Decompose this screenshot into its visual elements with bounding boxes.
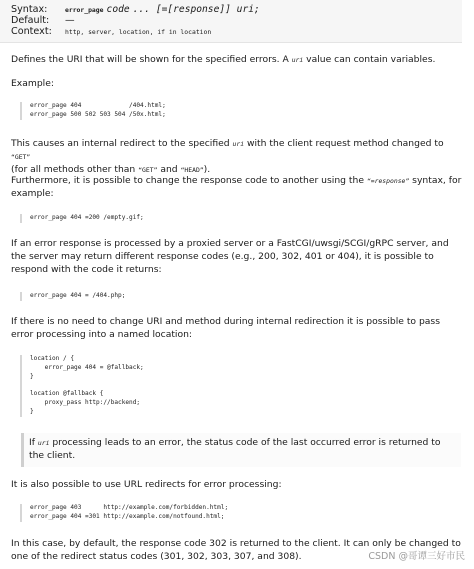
code-block-url-redirects: error_page 403 http://example.com/forbidden.html; error_page 404 =301 http://example.com/notfound.html;: [20, 504, 228, 522]
note-uri: uri: [37, 439, 50, 447]
redirect-text-c: (for all methods other than: [11, 163, 136, 175]
final-paragraph: In this case, by default, the response code 302 is returned to the client. It can only be changed to one of the redirect status codes (301, 302, 303, 307, and 308).: [11, 538, 461, 562]
furthermore-text-a: Furthermore, it is possible to change the response code to another using the: [11, 175, 364, 186]
furthermore-code: “=response”: [366, 177, 410, 185]
note-text-b: processing leads to an error, the status code of the last occurred error is returned to the client.: [29, 437, 441, 461]
csdn-watermark: CSDN @哥谭三好市民: [368, 551, 465, 562]
syntax-directive: error_page: [65, 6, 104, 14]
code-block-404-php: error_page 404 = /404.php;: [20, 292, 125, 301]
example-label: Example:: [11, 78, 54, 89]
furthermore-paragraph: [11, 175, 463, 201]
code-block-empty-gif: error_page 404 =200 /empty.gif;: [20, 214, 144, 223]
redirect-get-1: “GET”: [11, 152, 31, 161]
intro-uri: uri: [291, 56, 304, 64]
intro-text-b: value can contain variables.: [306, 54, 436, 65]
syntax-box: [0, 0, 462, 43]
syntax-rest: ... [=[response]] uri;: [132, 4, 260, 15]
redirect-end: ).: [203, 163, 211, 175]
syntax-code: code: [106, 4, 130, 15]
furthermore-text-b: syntax, for example:: [11, 175, 462, 199]
redirect-get-2: “GET”: [138, 165, 158, 174]
syntax-label: Syntax:: [11, 4, 48, 15]
context-label: Context:: [11, 26, 52, 37]
default-value: —: [65, 15, 75, 26]
proxied-paragraph: If an error response is processed by a proxied server or a FastCGI/uwsgi/SCGI/gRPC server, and the server may return different response codes (e.g., 200, 302, 401 or 404), it is possible to respond with the code it returns:: [11, 238, 449, 275]
redirect-paragraph: [11, 138, 463, 176]
intro-text-a: Defines the URI that will be shown for the specified errors. A: [11, 54, 289, 65]
url-redirects-paragraph: It is also possible to use URL redirects for error processing:: [11, 479, 282, 490]
named-location-paragraph: If there is no need to change URI and method during internal redirection it is possible to pass error processing into a named location:: [11, 316, 441, 340]
note-box: [21, 433, 461, 467]
note-text: [29, 437, 457, 463]
redirect-and: and: [160, 163, 178, 175]
redirect-text-a: This causes an internal redirect to the specified: [11, 138, 230, 149]
context-row: [11, 26, 211, 38]
default-row: [11, 15, 75, 26]
code-block-fallback: location / { error_page 404 = @fallback; } location @fallback { proxy_pass http://backend; }: [20, 355, 144, 417]
redirect-head: “HEAD”: [180, 165, 204, 174]
context-value: http, server, location, if in location: [65, 28, 212, 36]
intro-paragraph: [11, 54, 463, 67]
redirect-uri: uri: [232, 140, 245, 148]
note-text-a: If: [29, 437, 35, 448]
redirect-text-b: with the client request method changed to: [246, 138, 444, 149]
code-block-error-pages: error_page 404 /404.html; error_page 500 502 503 504 /50x.html;: [20, 102, 166, 120]
default-label: Default:: [11, 15, 50, 26]
